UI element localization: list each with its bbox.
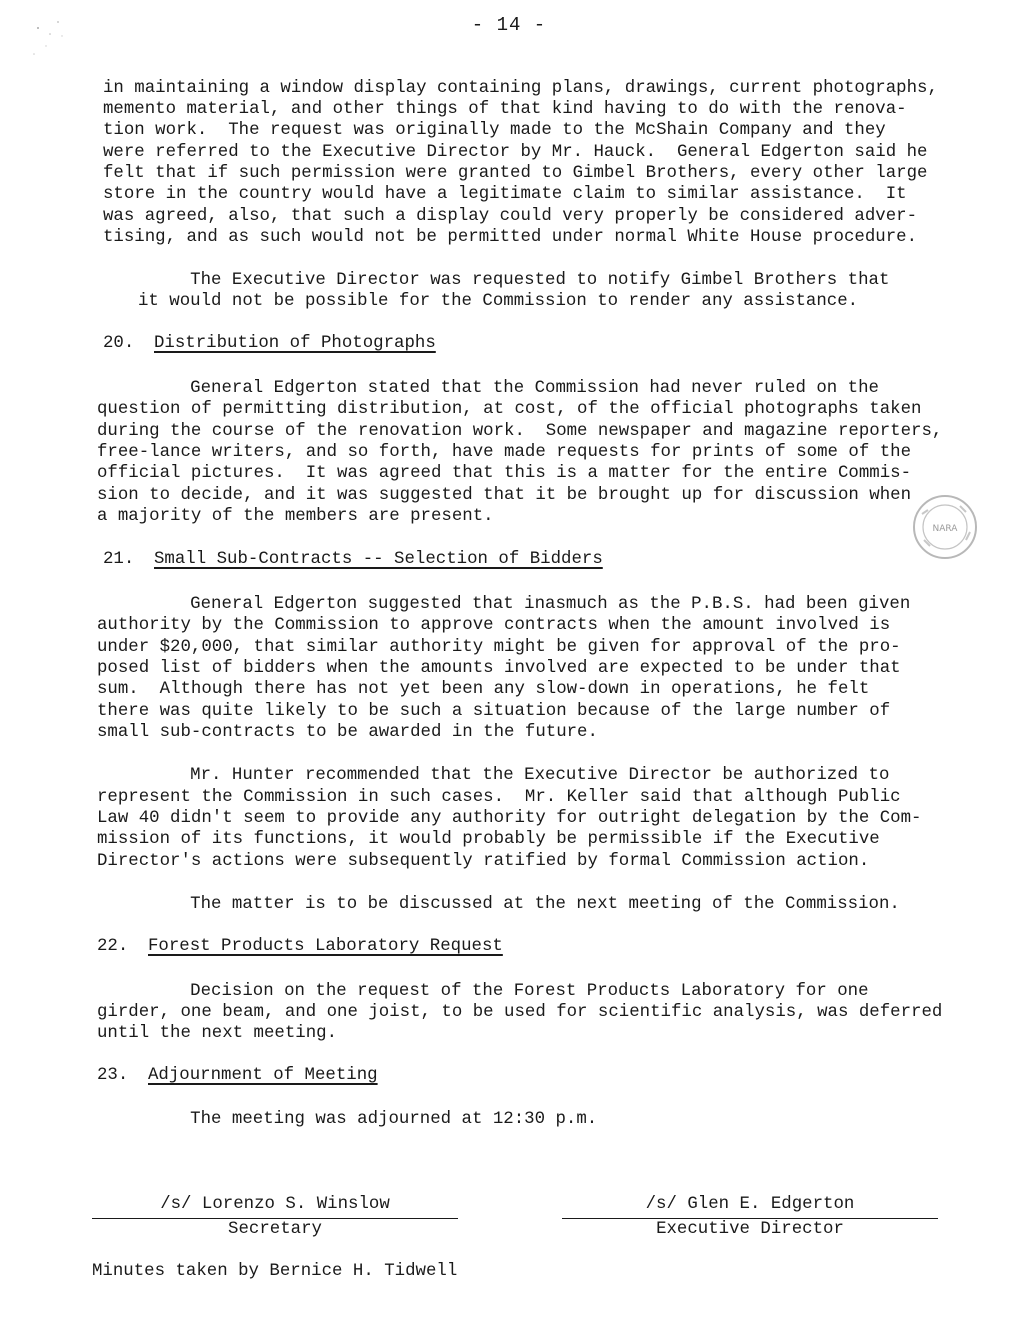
section-number: 21. <box>103 550 135 569</box>
text-line: Law 40 didn't seem to provide any authority for outright delegation by the Com- <box>97 809 922 828</box>
text-line: girder, one beam, and one joist, to be used for scientific analysis, was deferred <box>97 1003 943 1022</box>
text-line: Director's actions were subsequently ratified by formal Commission action. <box>97 852 870 871</box>
section-title: Adjournment of Meeting <box>148 1066 378 1085</box>
section-number: 23. <box>97 1066 129 1085</box>
text-line: Decision on the request of the Forest Products Laboratory for one <box>138 982 869 1001</box>
signature-name: /s/ Lorenzo S. Winslow <box>160 1195 390 1214</box>
text-line: The meeting was adjourned at 12:30 p.m. <box>138 1110 598 1129</box>
text-line: until the next meeting. <box>97 1024 338 1043</box>
text-line: tising, and as such would not be permitted under normal White House procedure. <box>103 228 918 247</box>
text-line: memento material, and other things of that kind having to do with the renova- <box>103 100 907 119</box>
section-title: Forest Products Laboratory Request <box>148 937 503 956</box>
text-line: a majority of the members are present. <box>97 507 494 526</box>
text-line: during the course of the renovation work. Some newspaper and magazine reporters, <box>97 422 943 441</box>
library-stamp-seal <box>910 492 980 562</box>
text-line: General Edgerton stated that the Commission had never ruled on the <box>138 379 879 398</box>
text-line: there was quite likely to be such a situation because of the large number of <box>97 702 891 721</box>
text-line: under $20,000, that similar authority might be given for approval of the pro- <box>97 638 901 657</box>
minutes-taken-by: Minutes taken by Bernice H. Tidwell <box>92 1262 458 1281</box>
text-line: store in the country would have a legitimate claim to similar assistance. It <box>103 185 907 204</box>
text-line: it would not be possible for the Commission to render any assistance. <box>138 292 859 311</box>
text-line: The Executive Director was requested to notify Gimbel Brothers that <box>138 271 890 290</box>
text-line: The matter is to be discussed at the next meeting of the Commission. <box>138 895 900 914</box>
text-line: question of permitting distribution, at cost, of the official photographs taken <box>97 400 922 419</box>
text-line: posed list of bidders when the amounts involved are expected to be under that <box>97 659 901 678</box>
paper-speck-marks <box>28 10 88 60</box>
stamp-text: NARA <box>932 524 958 534</box>
page-number: - 14 - <box>471 14 547 36</box>
section-number: 22. <box>97 937 129 956</box>
text-line: sion to decide, and it was suggested that it be brought up for discussion when <box>97 486 912 505</box>
text-line: sum. Although there has not yet been any slow-down in operations, he felt <box>97 680 870 699</box>
text-line: in maintaining a window display containing plans, drawings, current photographs, <box>103 79 938 98</box>
text-line: small sub-contracts to be awarded in the future. <box>97 723 598 742</box>
signature-line <box>562 1218 938 1219</box>
text-line: was agreed, also, that such a display could very properly be considered adver- <box>103 207 918 226</box>
signature-executive-director <box>562 1195 938 1239</box>
signature-secretary <box>92 1195 458 1239</box>
text-line: Mr. Hunter recommended that the Executive Director be authorized to <box>138 766 890 785</box>
signature-name: /s/ Glen E. Edgerton <box>645 1195 855 1214</box>
text-line: official pictures. It was agreed that this is a matter for the entire Commis- <box>97 464 912 483</box>
section-title: Small Sub-Contracts -- Selection of Bidders <box>154 550 603 569</box>
text-line: mission of its functions, it would probably be permissible if the Executive <box>97 830 880 849</box>
text-line: felt that if such permission were granted to Gimbel Brothers, every other large <box>103 164 928 183</box>
text-line: represent the Commission in such cases. Mr. Keller said that although Public <box>97 788 901 807</box>
text-line: were referred to the Executive Director by Mr. Hauck. General Edgerton said he <box>103 143 928 162</box>
text-line: authority by the Commission to approve contracts when the amount involved is <box>97 616 891 635</box>
text-line: tion work. The request was originally made to the McShain Company and they <box>103 121 886 140</box>
signature-line <box>92 1218 458 1219</box>
section-title: Distribution of Photographs <box>154 334 436 353</box>
signature-title: Secretary <box>228 1220 322 1239</box>
text-line: General Edgerton suggested that inasmuch as the P.B.S. had been given <box>138 595 911 614</box>
signature-title: Executive Director <box>656 1220 844 1239</box>
text-line: free-lance writers, and so forth, have made requests for prints of some of the <box>97 443 912 462</box>
section-number: 20. <box>103 334 135 353</box>
